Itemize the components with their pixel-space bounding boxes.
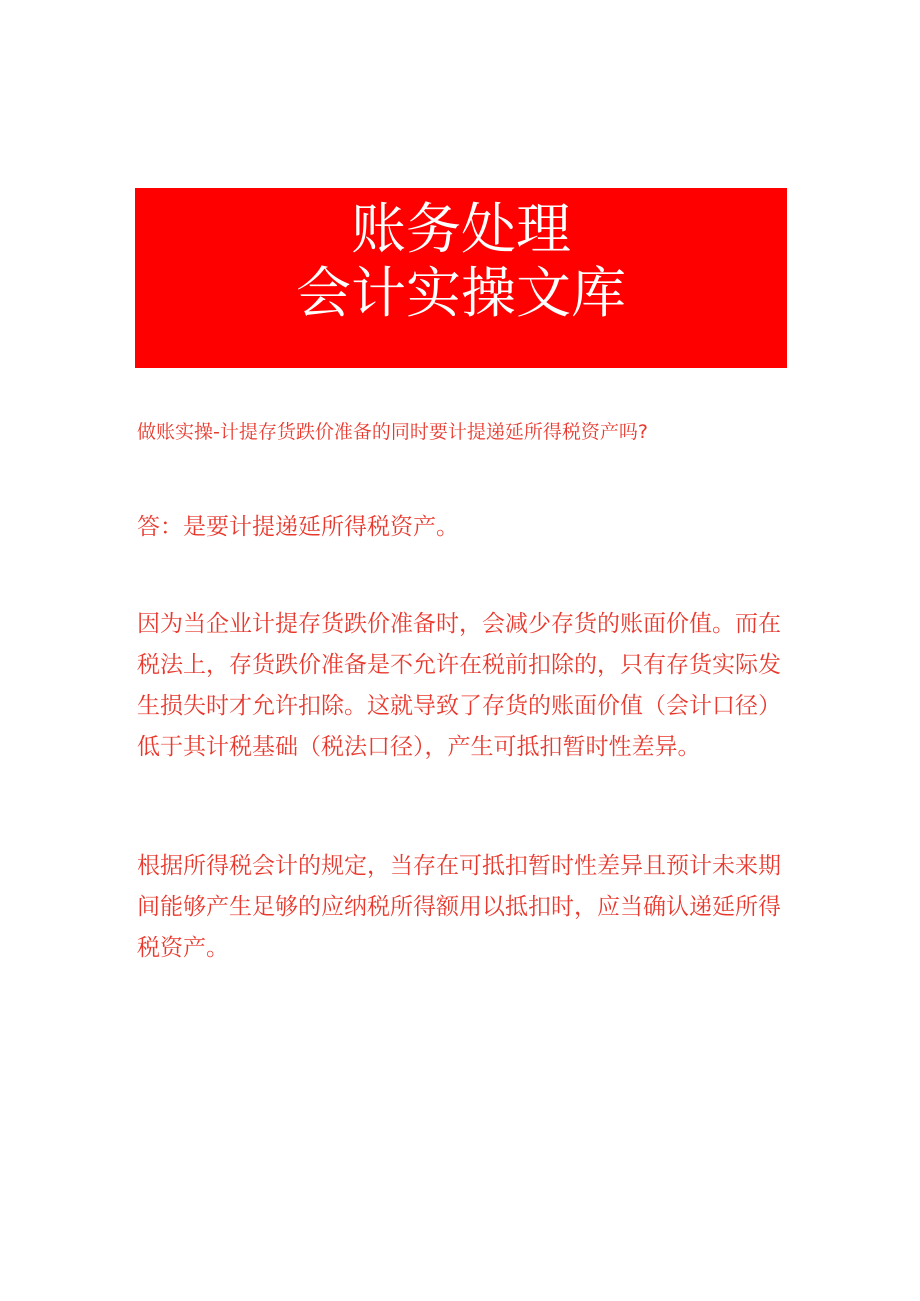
answer-paragraph: 答：是要计提递延所得税资产。 (137, 514, 459, 540)
title-banner (135, 188, 787, 368)
banner-title-line-1: 账务处理 (350, 197, 571, 261)
banner-title-line-2: 会计实操文库 (295, 261, 626, 325)
explanation-paragraph-2: 根据所得税会计的规定，当存在可抵扣暂时性差异且预计未来期间能够产生足够的应纳税所得额用以抵扣时，应当确认递延所得税资产。 (137, 853, 781, 961)
question-heading: 做账实操-计提存货跌价准备的同时要计提递延所得税资产吗? (137, 421, 648, 443)
explanation-paragraph-1: 因为当企业计提存货跌价准备时，会减少存货的账面价值。而在税法上，存货跌价准备是不允许在税前扣除的，只有存货实际发生损失时才允许扣除。这就导致了存货的账面价值（会计口径）低于其计税基础（税法口径），产生可抵扣暂时性差异。 (137, 611, 781, 760)
